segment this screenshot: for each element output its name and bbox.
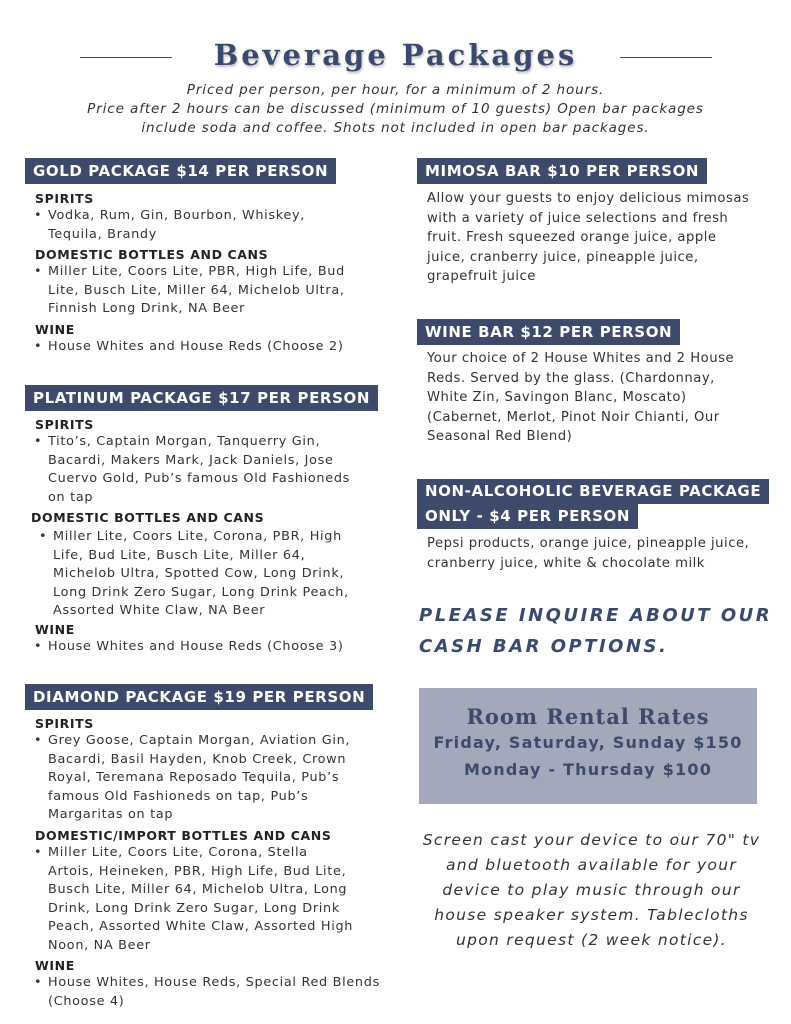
text-line: White Zin, Savingon Blanc, Moscato) xyxy=(427,390,687,405)
platinum-spirits-item xyxy=(34,433,351,507)
gold-spirits-heading: SPIRITS xyxy=(35,191,94,206)
gold-wine-item xyxy=(34,338,344,357)
text-line: cranberry juice, white & chocolate milk xyxy=(427,555,705,571)
diamond-wine-item xyxy=(34,974,380,1011)
gold-beer-item xyxy=(34,263,345,319)
list-line: Miller Lite, Coors Lite, Corona, Stella xyxy=(48,845,308,860)
platinum-spirits-heading: SPIRITS xyxy=(35,417,94,432)
note-line: and bluetooth available for your xyxy=(445,856,738,874)
list-line: Finnish Long Drink, NA Beer xyxy=(48,301,246,316)
list-line: Grey Goose, Captain Morgan, Aviation Gin, xyxy=(48,733,351,748)
list-line: House Whites and House Reds (Choose 3) xyxy=(48,639,344,654)
list-line: Bacardi, Makers Mark, Jack Daniels, Jose xyxy=(48,452,334,468)
note-line: device to play music through our xyxy=(442,881,741,899)
bullet-icon: • xyxy=(34,264,43,279)
weekend-rate: Friday, Saturday, Sunday $150 xyxy=(433,733,743,752)
list-line: Bacardi, Basil Hayden, Knob Creek, Crown xyxy=(48,751,347,767)
list-line: on tap xyxy=(48,489,94,505)
text-line: fruit. Fresh squeezed orange juice, apple xyxy=(427,230,717,245)
non-alcoholic-banner-line2: ONLY - $4 PER PERSON xyxy=(417,504,638,529)
list-line: House Whites and House Reds (Choose 2) xyxy=(48,339,344,354)
text-line: Seasonal Red Blend) xyxy=(427,429,573,444)
list-line: Busch Lite, Miller 64, Michelob Ultra, Long xyxy=(48,882,348,897)
text-line: juice, cranberry juice, pineapple juice, xyxy=(427,249,699,265)
bullet-icon: • xyxy=(34,434,43,449)
wine-bar-description xyxy=(427,349,734,447)
bullet-icon: • xyxy=(34,845,43,860)
room-rental-title: Room Rental Rates xyxy=(466,704,710,729)
list-line: Long Drink Zero Sugar, Long Drink Peach, xyxy=(53,584,349,600)
list-line: Royal, Teremana Reposado Tequila, Pub’s xyxy=(48,770,340,785)
bullet-icon: • xyxy=(34,339,43,354)
page-title: Beverage Packages xyxy=(213,38,578,72)
mimosa-bar-description xyxy=(427,189,749,287)
list-line: Artois, Heineken, PBR, High Life, Bud Lite, xyxy=(48,863,347,879)
text-line: grapefruit juice xyxy=(427,269,536,284)
list-line: Drink, Long Drink Zero Sugar, Long Drink xyxy=(48,900,340,916)
list-line: (Choose 4) xyxy=(48,993,125,1009)
list-line: Miller Lite, Coors Lite, PBR, High Life, Bud xyxy=(48,264,345,279)
list-line: Tequila, Brandy xyxy=(48,226,158,242)
intro-line: Price after 2 hours can be discussed (minimum of 10 guests) Open bar packages xyxy=(87,101,704,117)
intro-line: Priced per person, per hour, for a minimum of 2 hours. xyxy=(186,82,605,98)
bullet-icon: • xyxy=(34,733,43,748)
list-line: Cuervo Gold, Pub’s famous Old Fashioneds xyxy=(48,471,351,486)
gold-wine-heading: WINE xyxy=(35,322,75,337)
gold-package-banner: GOLD PACKAGE $14 PER PERSON xyxy=(25,158,336,184)
bullet-icon: • xyxy=(34,639,43,654)
platinum-wine-item xyxy=(34,638,344,657)
diamond-spirits-heading: SPIRITS xyxy=(35,716,94,731)
platinum-beer-item xyxy=(39,528,349,621)
bullet-icon: • xyxy=(34,975,43,990)
list-line: Vodka, Rum, Gin, Bourbon, Whiskey, xyxy=(48,208,306,223)
list-line: Michelob Ultra, Spotted Cow, Long Drink, xyxy=(53,566,345,581)
inquiry-line: PLEASE INQUIRE ABOUT OUR xyxy=(419,605,773,626)
text-line: Reds. Served by the glass. (Chardonnay, xyxy=(427,370,715,386)
list-line: Tito’s, Captain Morgan, Tanquerry Gin, xyxy=(48,434,321,449)
platinum-beer-heading: DOMESTIC BOTTLES AND CANS xyxy=(31,510,265,525)
cash-bar-inquiry xyxy=(419,600,772,662)
platinum-package-banner: PLATINUM PACKAGE $17 PER PERSON xyxy=(25,385,378,411)
non-alcoholic-banner-line1: NON-ALCOHOLIC BEVERAGE PACKAGE xyxy=(417,479,769,504)
intro-line: include soda and coffee. Shots not included in open bar packages. xyxy=(141,120,650,136)
list-line: Miller Lite, Coors Lite, Corona, PBR, High xyxy=(53,529,342,544)
amenities-note xyxy=(419,828,764,953)
non-alcoholic-description xyxy=(427,534,749,573)
weekday-rate: Monday - Thursday $100 xyxy=(463,760,713,779)
list-line: Peach, Assorted White Claw, Assorted High xyxy=(48,919,354,934)
diamond-spirits-item xyxy=(34,732,351,825)
text-line: Pepsi products, orange juice, pineapple juice, xyxy=(427,536,750,551)
note-line: Screen cast your device to our 70" tv xyxy=(422,831,761,849)
list-line: famous Old Fashioneds on tap, Pub’s xyxy=(48,788,309,804)
diamond-beer-heading: DOMESTIC/IMPORT BOTTLES AND CANS xyxy=(35,828,332,843)
intro-text xyxy=(40,81,751,138)
gold-beer-heading: DOMESTIC BOTTLES AND CANS xyxy=(35,247,269,262)
list-line: Noon, NA Beer xyxy=(48,937,151,953)
diamond-wine-heading: WINE xyxy=(35,958,75,973)
list-line: House Whites, House Reds, Special Red Blends xyxy=(48,975,380,990)
bullet-icon: • xyxy=(34,208,43,223)
text-line: (Cabernet, Merlot, Pinot Noir Chianti, Our xyxy=(427,409,720,425)
wine-bar-banner: WINE BAR $12 PER PERSON xyxy=(417,319,680,345)
text-line: Allow your guests to enjoy delicious mimosas xyxy=(427,191,750,206)
bullet-icon: • xyxy=(39,529,48,544)
text-line: with a variety of juice selections and fresh xyxy=(427,210,729,226)
room-rental-box xyxy=(419,688,757,804)
list-line: Lite, Busch Lite, Miller 64, Michelob Ultra, xyxy=(48,282,345,298)
note-line: house speaker system. Tablecloths xyxy=(434,906,749,924)
gold-spirits-item xyxy=(34,207,306,244)
list-line: Margaritas on tap xyxy=(48,807,174,822)
title-wrap xyxy=(0,38,791,72)
text-line: Your choice of 2 House Whites and 2 House xyxy=(427,351,735,366)
inquiry-line: CASH BAR OPTIONS. xyxy=(419,636,669,657)
platinum-wine-heading: WINE xyxy=(35,622,75,637)
diamond-beer-item xyxy=(34,844,354,955)
note-line: upon request (2 week notice). xyxy=(456,931,727,949)
mimosa-bar-banner: MIMOSA BAR $10 PER PERSON xyxy=(417,158,707,184)
list-line: Assorted White Claw, NA Beer xyxy=(53,603,266,618)
list-line: Life, Bud Lite, Busch Lite, Miller 64, xyxy=(53,547,306,563)
diamond-package-banner: DIAMOND PACKAGE $19 PER PERSON xyxy=(25,684,373,710)
